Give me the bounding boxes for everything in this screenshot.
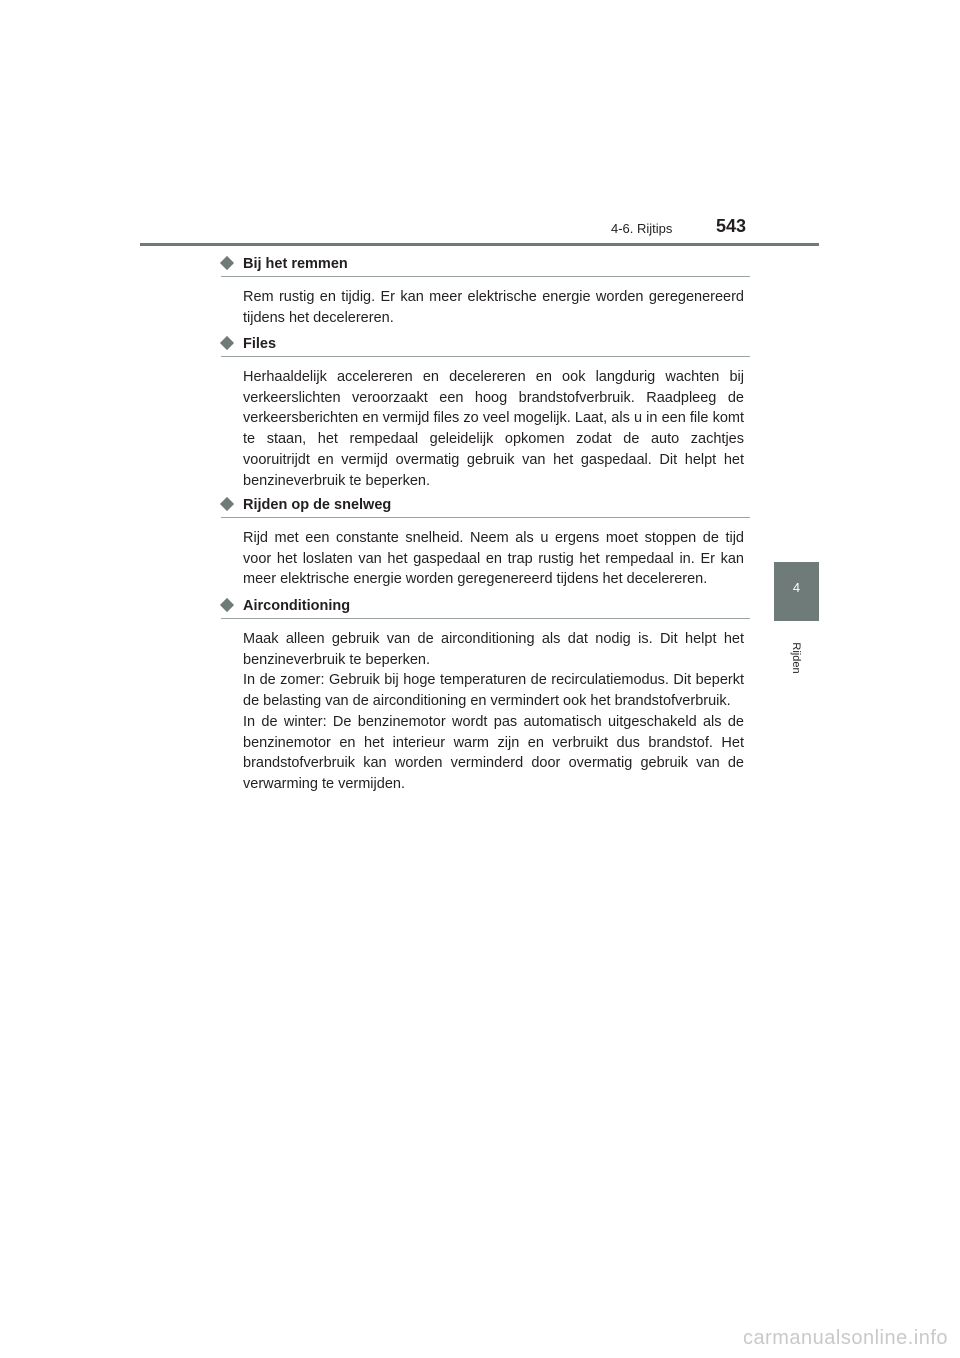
diamond-bullet-icon xyxy=(220,256,234,270)
section-title: Files xyxy=(243,336,277,352)
paragraph: Herhaaldelijk accelereren en decelereren en ook langdurig wachten bij verkeerslichten veroorzaakt een hoog brandstofverbruik. Raadpleeg de verkeersberichten en vermijd files zo veel mogelijk. Laat, als u in een file komt te staan, het rempedaal geleidelijk opkomen zodat de auto zachtjes vooruitrijdt en vermijd overmatig gebruik van het gaspedaal. Dit helpt het benzineverbruik te beperken. xyxy=(243,369,744,489)
paragraph: Rem rustig en tijdig. Er kan meer elektrische energie worden geregenereerd tijdens het decelereren. xyxy=(243,289,744,326)
section-title: Bij het remmen xyxy=(243,256,348,272)
section-divider xyxy=(221,356,750,357)
chapter-tab xyxy=(774,562,819,621)
section-divider xyxy=(221,517,750,518)
section-body xyxy=(243,629,744,795)
header-divider xyxy=(140,243,819,246)
section-heading xyxy=(221,497,750,519)
section-traffic-jams xyxy=(221,336,750,491)
watermark: carmanualsonline.info xyxy=(742,1327,948,1349)
section-reference: 4-6. Rijtips xyxy=(611,221,673,236)
paragraph: Rijd met een constante snelheid. Neem als u ergens moet stoppen de tijd voor het loslaten van het gaspedaal en trap rustig het rempedaal in. Er kan meer elektrische energie worden geregenereerd tijdens het decelereren. xyxy=(243,530,744,588)
section-heading xyxy=(221,598,750,620)
paragraph: In de winter: De benzinemotor wordt pas automatisch uitgeschakeld als de benzinemotor en het interieur warm zijn en verbruikt dus brandstof. Het brandstofverbruik kan worden verminderd door overmatig gebruik van de verwarming te vermijden. xyxy=(243,713,744,792)
diamond-bullet-icon xyxy=(220,336,234,350)
section-braking xyxy=(221,256,750,328)
section-highway xyxy=(221,497,750,590)
section-body xyxy=(243,287,744,328)
chapter-number: 4 xyxy=(792,580,801,595)
section-heading xyxy=(221,336,750,358)
diamond-bullet-icon xyxy=(220,497,234,511)
section-heading xyxy=(221,256,750,278)
section-title: Rijden op de snelweg xyxy=(243,497,392,513)
section-title: Airconditioning xyxy=(243,598,351,614)
section-divider xyxy=(221,276,750,277)
paragraph: In de zomer: Gebruik bij hoge temperaturen de recirculatiemodus. Dit beperkt de belasting van de airconditioning en vermindert ook het brandstofverbruik. xyxy=(243,672,744,710)
section-body xyxy=(243,528,744,590)
paragraph: Maak alleen gebruik van de airconditioning als dat nodig is. Dit helpt het benzineverbruik te beperken. xyxy=(243,631,744,668)
diamond-bullet-icon xyxy=(220,598,234,612)
page-number: 543 xyxy=(716,216,747,236)
section-divider xyxy=(221,618,750,619)
section-airconditioning xyxy=(221,598,750,795)
section-body xyxy=(243,367,744,491)
chapter-label: Rijden xyxy=(790,642,802,674)
